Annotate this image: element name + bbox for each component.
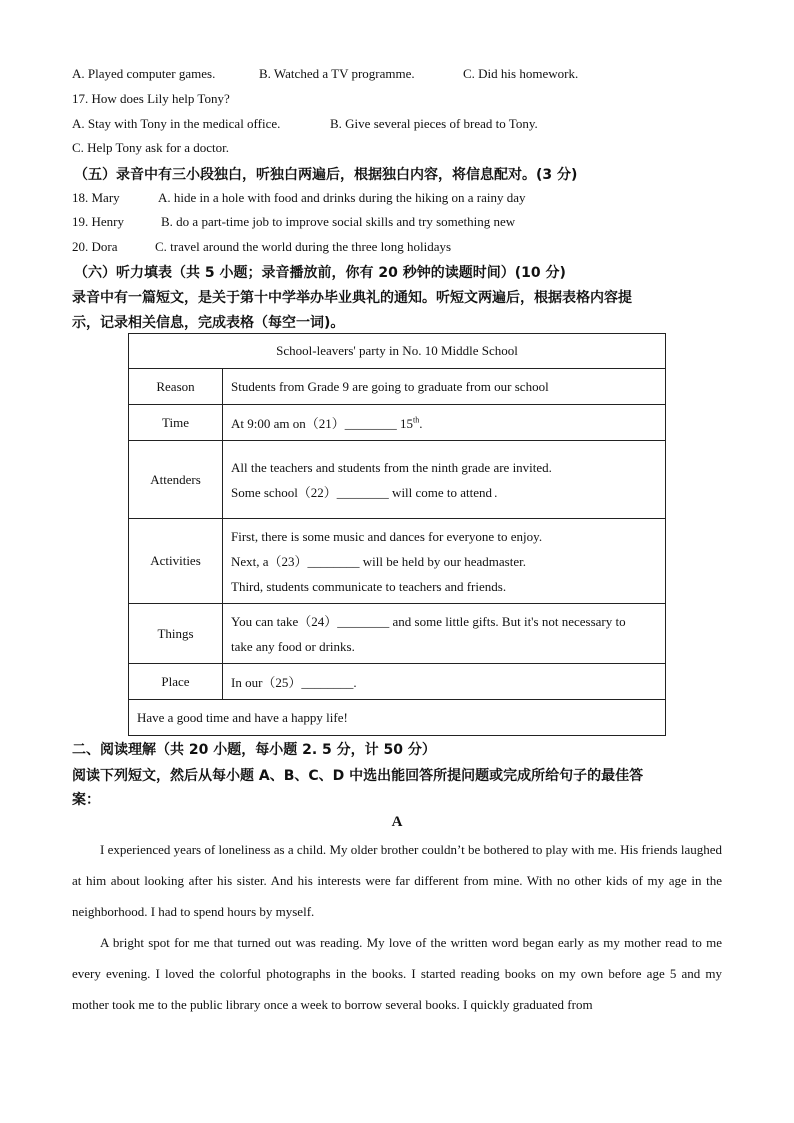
passage-paragraph-2: A bright spot for me that turned out was reading. My love of the written word began early as my mother read to me every evening. I loved the colorful photographs in the books. I started reading books on my own before age 5 and my mother took me to the public library once a week to borrow several books. I quickly graduated from — [72, 935, 722, 1012]
matching-item — [72, 214, 515, 230]
part2-heading: 二、阅读理解（共 20 小题，每小题 2. 5 分，计 50 分） — [72, 742, 436, 758]
attenders-cell — [223, 441, 666, 519]
attenders-line2-text: Some school（22）________ will come to attend — [231, 484, 493, 500]
passage-paragraph-1: I experienced years of loneliness as a child. My older brother couldn’t be bothered to play with me. His friends laughed at him about looking after his sister. And his interests were far different from mine. With no other kids of my age in the neighborhood. I had to spend hours by myself. — [72, 842, 722, 919]
q17-question: 17. How does Lily help Tony? — [72, 91, 230, 106]
table-title: School-leavers' party in No. 10 Middle School — [129, 334, 666, 369]
reason-cell: Students from Grade 9 are going to graduate from our school — [223, 369, 666, 405]
q16-option-b: B. Watched a TV programme. — [259, 66, 415, 81]
things-cell — [223, 604, 666, 664]
q16-option-c: C. Did his homework. — [463, 66, 579, 81]
matching-item — [72, 190, 526, 206]
section6-heading: （六）听力填表（共 5 小题；录音播放前，你有 20 秒钟的读题时间）(10 分) — [74, 265, 566, 281]
section5-heading: （五）录音中有三小段独白，听独白两遍后，根据独白内容，将信息配对。(3 分) — [74, 167, 578, 183]
row-label-time: Time — [129, 405, 223, 441]
time-end: . — [419, 416, 423, 431]
time-cell — [223, 405, 666, 441]
listening-form-table — [128, 333, 666, 736]
place-cell: In our（25）________. — [223, 664, 666, 700]
row-label-place: Place — [129, 664, 223, 700]
q16-options — [72, 66, 578, 82]
section6-intro-line1: 录音中有一篇短文，是关于第十中学举办毕业典礼的通知。听短文两遍后，根据表格内容提 — [72, 290, 632, 306]
matching-option: A. hide in a hole with food and drinks during the hiking on a rainy day — [158, 190, 526, 205]
things-line1: You can take（24）________ and some little gifts. But it's not necessary to — [231, 613, 626, 629]
matching-option: B. do a part-time job to improve social skills and try something new — [161, 214, 516, 229]
section6-intro-line2: 示，记录相关信息，完成表格（每空一词)。 — [72, 315, 345, 331]
row-label-things: Things — [129, 604, 223, 664]
attenders-line2 — [231, 480, 657, 505]
q17-options-ab — [72, 116, 538, 132]
things-line2: take any food or drinks. — [231, 638, 355, 654]
table-footer: Have a good time and have a happy life! — [129, 700, 666, 736]
row-label-reason: Reason — [129, 369, 223, 405]
activities-line2: Next, a（23）________ will be held by our headmaster. — [231, 553, 526, 569]
matching-name: 19. Henry — [72, 214, 124, 229]
passage-label: A — [391, 814, 403, 830]
matching-option: C. travel around the world during the three long holidays — [155, 239, 452, 254]
time-text: At 9:00 am on（21）________ 15 — [231, 416, 413, 431]
part2-instruction-line2: 案： — [72, 792, 100, 808]
row-label-activities: Activities — [129, 519, 223, 604]
row-label-attenders: Attenders — [129, 441, 223, 519]
activities-cell — [223, 519, 666, 604]
q17-option-c: C. Help Tony ask for a doctor. — [72, 140, 229, 155]
activities-line3: Third, students communicate to teachers and friends. — [231, 578, 507, 594]
attenders-line1: All the teachers and students from the ninth grade are invited. — [231, 459, 552, 475]
q17-option-a: A. Stay with Tony in the medical office. — [72, 116, 281, 131]
part2-instruction-line1: 阅读下列短文，然后从每小题 A、B、C、D 中选出能回答所提问题或完成所给句子的最佳答 — [72, 768, 644, 784]
time-superscript: th — [413, 415, 420, 425]
activities-line1: First, there is some music and dances for everyone to enjoy. — [231, 528, 543, 544]
matching-name: 20. Dora — [72, 239, 118, 254]
matching-name: 18. Mary — [72, 190, 120, 205]
matching-item — [72, 239, 451, 255]
q17-option-b: B. Give several pieces of bread to Tony. — [330, 116, 538, 131]
q16-option-a: A. Played computer games. — [72, 66, 216, 81]
attenders-line2-end: . — [494, 484, 498, 500]
